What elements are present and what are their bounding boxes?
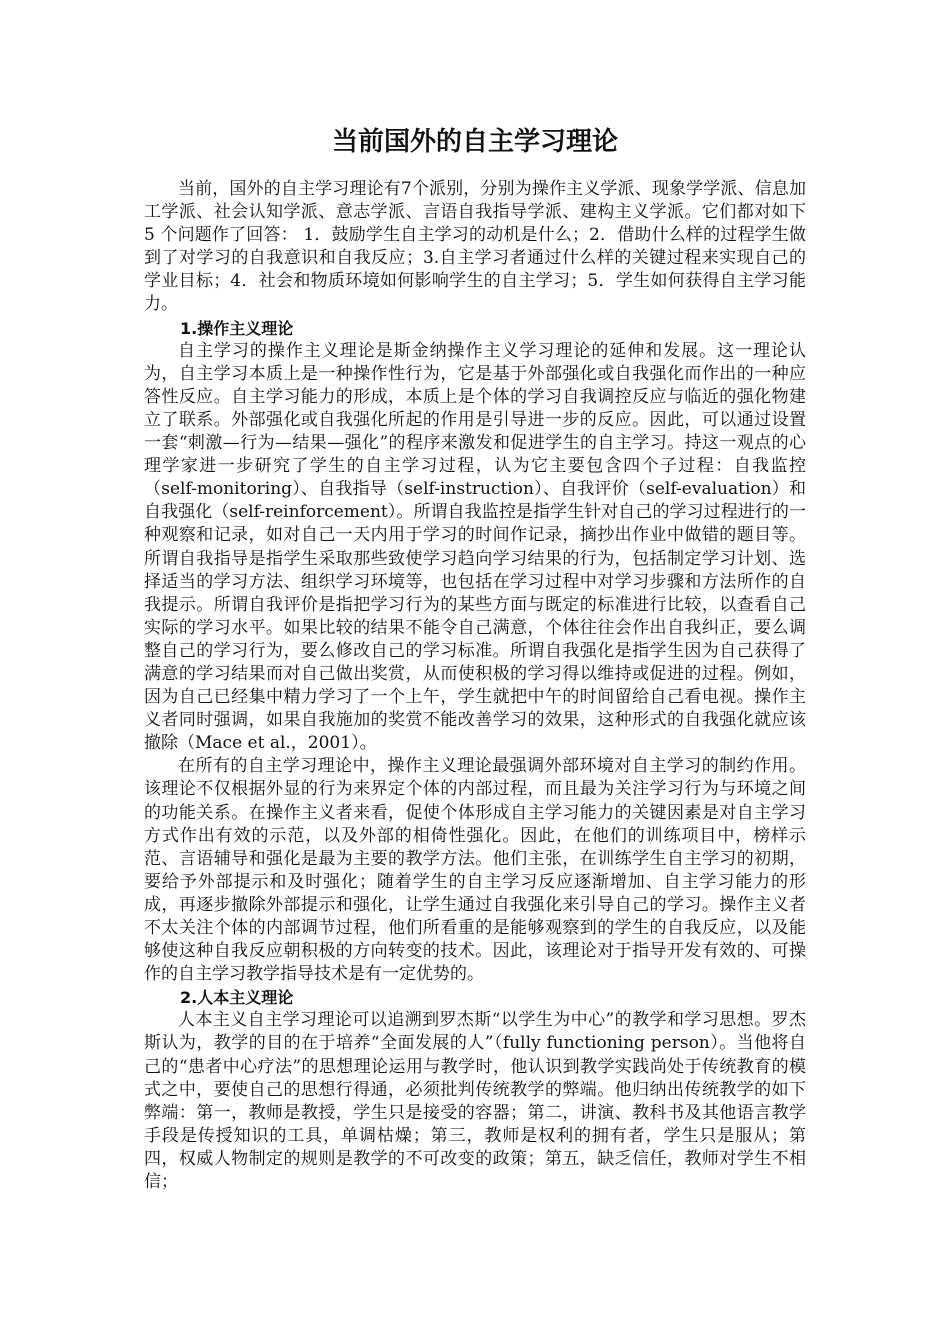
section2-paragraph-1: 人本主义自主学习理论可以追溯到罗杰斯“以学生为中心”的教学和学习思想。罗杰斯认为，教学的目的在于培养“全面发展的人”（fully functioning person）。当他将自己的“患者中心疗法”的思想理论运用与教学时，他认识到教学实践尚处于传统教育的模式之中，要使自己的思想行得通，必须批判传统教学的弊端。他归纳出传统教学的如下弊端：第一，教师是教授，学生只是接受的容器；第二，讲演、教科书及其他语言教学手段是传授知识的工具，单调枯燥；第三，教师是权利的拥有者，学生只是服从；第四，权威人物制定的规则是教学的不可改变的政策；第五，缺乏信任，教师对学生不相信；	[144, 1010, 806, 1193]
section1-paragraph-1: 自主学习的操作主义理论是斯金纳操作主义学习理论的延伸和发展。这一理论认为，自主学习本质上是一种操作性行为，它是基于外部强化或自我强化而作出的一种应答性反应。自主学习能力的形成，本质上是个体的学习自我调控反应与临近的强化物建立了联系。外部强化或自我强化所起的作用是引导进一步的反应。因此，可以通过设置一套“刺激—行为—结果—强化”的程序来激发和促进学生的自主学习。持这一观点的心理学家进一步研究了学生的自主学习过程，认为它主要包含四个子过程：自我监控（self-monitoring）、自我指导（self-instruction）、自我评价（self-evaluation）和自我强化（self-reinforcement）。所谓自我监控是指学生针对自己的学习过程进行的一种观察和记录，如对自己一天内用于学习的时间作记录，摘抄出作业中做错的题目等。所谓自我指导是指学生采取那些致使学习趋向学习结果的行为，包括制定学习计划、选择适当的学习方法、组织学习环境等，也包括在学习过程中对学习步骤和方法所作的自我提示。所谓自我评价是指把学习行为的某些方面与既定的标准进行比较，以查看自己实际的学习水平。如果比较的结果不能令自己满意，个体往往会作出自我纠正，要么调整自己的学习行为，要么修改自己的学习标准。所谓自我强化是指学生因为自己获得了满意的学习结果而对自己做出奖赏，从而使积极的学习得以维持或促进的过程。例如，因为自己已经集中精力学习了一个上午，学生就把中午的时间留给自己看电视。操作主义者同时强调，如果自我施加的奖赏不能改善学习的效果，这种形式的自我强化就应该撤除（Mace et al.，2001）。	[144, 340, 806, 754]
document-title: 当前国外的自主学习理论	[331, 127, 618, 157]
intro-paragraph: 当前，国外的自主学习理论有7个派别，分别为操作主义学派、现象学学派、信息加工学派、社会认知学派、意志学派、言语自我指导学派、建构主义学派。它们都对如下 5 个问题作了回答： 1．鼓励学生自主学习的动机是什么；2．借助什么样的过程学生做到了对学习的自我意识和自我反应；3.自主学习者通过什么样的关键过程来实现自己的学业目标；4．社会和物质环境如何影响学生的自主学习；5．学生如何获得自主学习能力。	[144, 179, 806, 315]
document-page	[144, 0, 806, 1344]
section-heading-operant: 1.操作主义理论	[180, 318, 294, 338]
document-body	[144, 178, 806, 1194]
section-heading-humanistic: 2.人本主义理论	[180, 988, 294, 1008]
section1-paragraph-2: 在所有的自主学习理论中，操作主义理论最强调外部环境对自主学习的制约作用。该理论不仅根据外显的行为来界定个体的内部过程，而且最为关注学习行为与环境之间的功能关系。在操作主义者来看，促使个体形成自主学习能力的关键因素是对自主学习方式作出有效的示范，以及外部的相倚性强化。因此，在他们的训练项目中，榜样示范、言语辅导和强化是最为主要的教学方法。他们主张，在训练学生自主学习的初期，要给予外部提示和及时强化；随着学生的自主学习反应逐渐增加、自主学习能力的形成，再逐步撤除外部提示和强化，让学生通过自我强化来引导自己的学习。操作主义者不太关注个体的内部调节过程，他们所看重的是能够观察到的学生的自我反应，以及能够使这种自我反应朝积极的方向转变的技术。因此，该理论对于指导开发有效的、可操作的自主学习教学指导技术是有一定优势的。	[144, 756, 806, 985]
